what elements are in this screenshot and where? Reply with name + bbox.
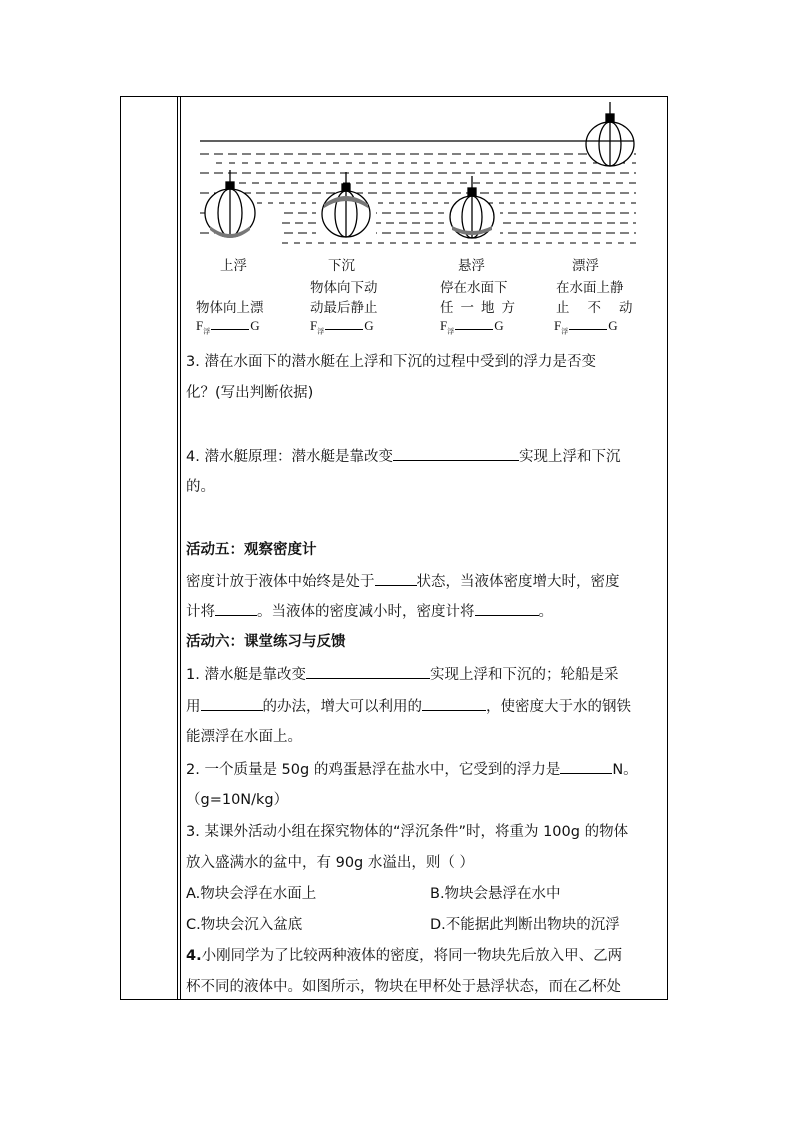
answer-blank[interactable] <box>201 696 263 711</box>
exercise-1-line-1: 1. 潜水艇是靠改变 实现上浮和下沉的；轮船是采 <box>186 664 618 685</box>
state-desc-sinking-1: 物体向下动 <box>310 280 378 296</box>
exercise-2-line-1: 2. 一个质量是 50g 的鸡蛋悬浮在盐水中，它受到的浮力是 N。 <box>186 759 638 780</box>
force-compare-sinking: $F_浮$ G <box>310 318 374 336</box>
question-3-line-1: 3. 潜在水面下的潜水艇在上浮和下沉的过程中受到的浮力是否变 <box>186 354 596 370</box>
answer-blank[interactable] <box>475 601 539 616</box>
answer-blank[interactable] <box>215 601 257 616</box>
force-compare-floating: $F_浮$ G <box>554 318 618 336</box>
force-compare-rising: $F_浮$ G <box>196 318 260 336</box>
exercise-3-option-c[interactable]: C.物块会沉入盆底 <box>186 917 303 933</box>
answer-blank[interactable] <box>393 446 519 461</box>
table-column-divider <box>177 96 178 1000</box>
answer-blank[interactable] <box>375 571 417 586</box>
state-desc-rising-2: 物体向上漂 <box>196 300 264 316</box>
answer-blank[interactable] <box>306 664 430 679</box>
exercise-3-option-a[interactable]: A.物块会浮在水面上 <box>186 886 317 902</box>
state-desc-suspended-1: 停在水面下 <box>440 280 508 296</box>
exercise-4-line-2: 杯不同的液体中。如图所示，物块在甲杯处于悬浮状态，而在乙杯处 <box>186 979 621 995</box>
state-label-rising: 上浮 <box>220 258 247 274</box>
answer-blank[interactable] <box>560 759 612 774</box>
activity-5-title: 活动五：观察密度计 <box>186 542 317 558</box>
state-label-sinking: 下沉 <box>328 258 355 274</box>
exercise-3-option-d[interactable]: D.不能据此判断出物块的沉浮 <box>430 917 620 933</box>
table-column-divider-inner <box>180 96 181 1000</box>
state-desc-floating-1: 在水面上静 <box>556 280 624 296</box>
state-label-suspended: 悬浮 <box>458 258 485 274</box>
exercise-3-line-1: 3. 某课外活动小组在探究物体的“浮沉条件”时，将重为 100g 的物体 <box>186 824 629 840</box>
exercise-2-line-2: （g=10N/kg） <box>186 792 289 808</box>
worksheet-content <box>186 96 664 1000</box>
activity-6-title: 活动六：课堂练习与反馈 <box>186 634 346 650</box>
state-label-floating: 漂浮 <box>572 258 599 274</box>
question-3-line-2: 化？(写出判断依据) <box>186 385 314 401</box>
exercise-4-line-1: 4.小刚同学为了比较两种液体的密度，将同一物块先后放入甲、乙两 <box>186 948 623 964</box>
answer-blank[interactable] <box>422 696 486 711</box>
force-compare-suspended: $F_浮$ G <box>440 318 504 336</box>
exercise-3-line-2: 放入盛满水的盆中，有 90g 水溢出，则（ ） <box>186 855 474 871</box>
exercise-1-line-2: 用 的办法，增大可以利用的 ，使密度大于水的钢铁 <box>186 696 631 717</box>
state-desc-floating-2: 止不动 <box>556 300 651 316</box>
activity-5-line-2: 计将 。当液体的密度减小时，密度计将 。 <box>186 601 553 622</box>
state-desc-suspended-2: 任一地方 <box>440 300 522 316</box>
question-4-line-1: 4. 潜水艇原理：潜水艇是靠改变 实现上浮和下沉 <box>186 446 620 467</box>
exercise-3-option-b[interactable]: B.物块会悬浮在水中 <box>430 886 561 902</box>
question-4-line-2: 的。 <box>186 479 215 495</box>
exercise-1-line-3: 能漂浮在水面上。 <box>186 729 302 745</box>
activity-5-line-1: 密度计放于液体中始终是处于 状态，当液体密度增大时，密度 <box>186 571 620 592</box>
state-desc-sinking-2: 动最后静止 <box>310 300 378 316</box>
